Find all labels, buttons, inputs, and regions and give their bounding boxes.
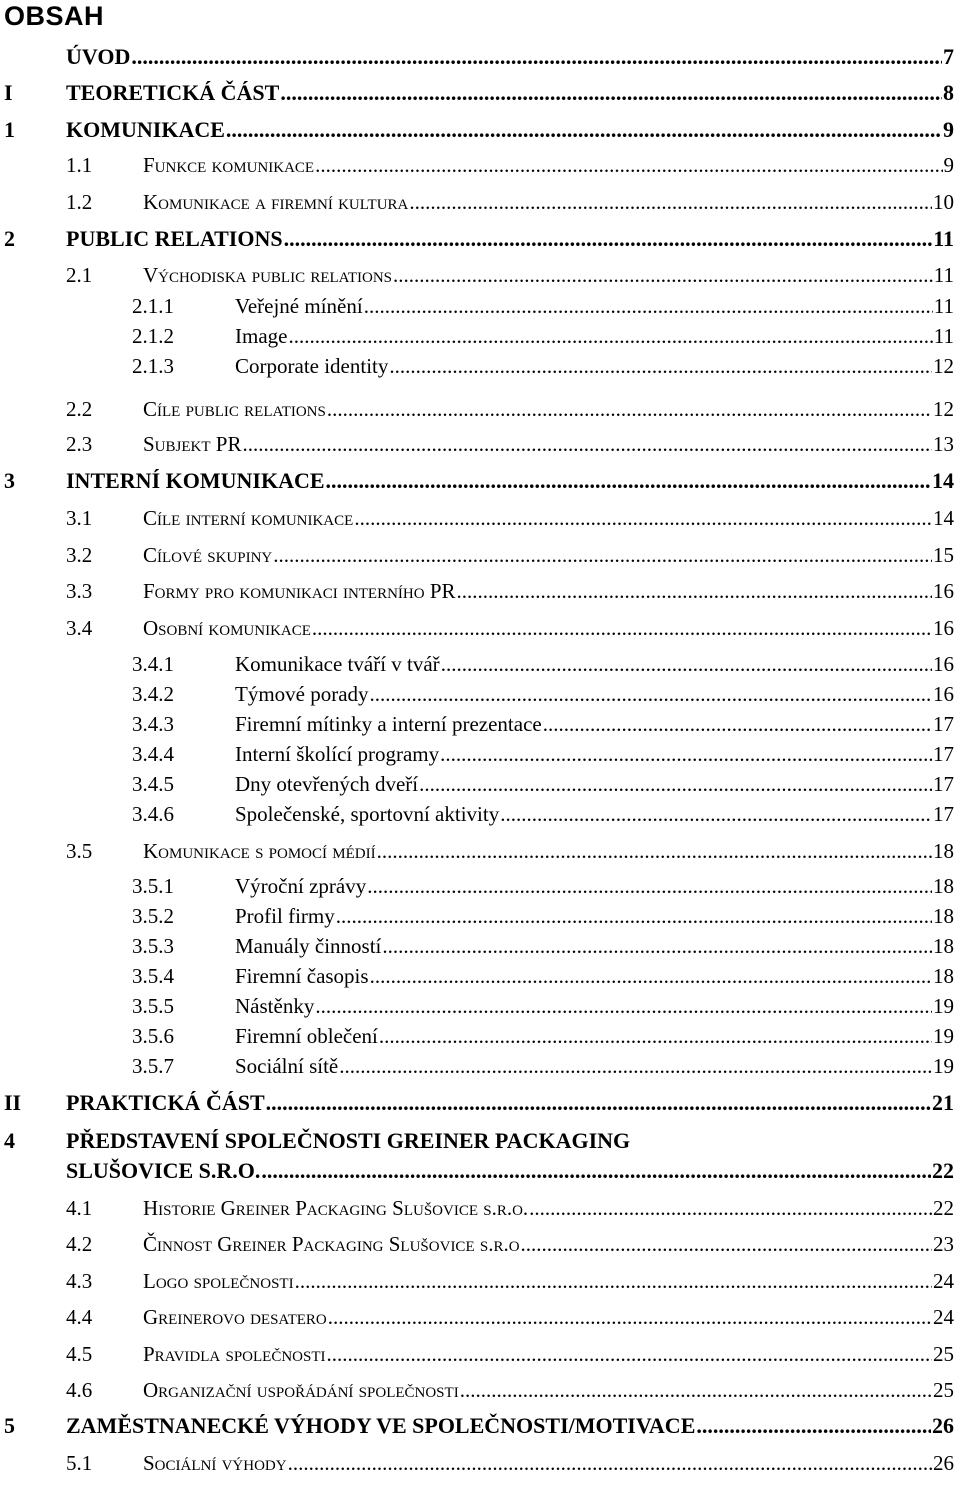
toc-entry-label: Logo společnosti bbox=[143, 1269, 294, 1293]
toc-entry-number: 5 bbox=[4, 1413, 15, 1438]
toc-entry-number: 4 bbox=[4, 1128, 15, 1153]
toc-entry-label: Pravidla společnosti bbox=[143, 1342, 326, 1366]
toc-entry-label: Manuály činností bbox=[235, 934, 382, 958]
dot-leader bbox=[315, 993, 932, 1019]
toc-entry-page: 15 bbox=[933, 543, 954, 567]
toc-entry-page: 18 bbox=[933, 839, 954, 863]
toc-entry-number: 2.3 bbox=[66, 432, 93, 456]
toc-entry[interactable] bbox=[4, 42, 954, 70]
dot-leader bbox=[389, 353, 932, 379]
toc-entry-label: Společenské, sportovní aktivity bbox=[235, 802, 500, 826]
toc-entry-page: 8 bbox=[943, 80, 954, 105]
toc-entry-page: 17 bbox=[933, 712, 954, 736]
dot-leader bbox=[370, 681, 932, 707]
toc-entry-number: 4.4 bbox=[66, 1305, 93, 1329]
dot-leader bbox=[266, 1090, 931, 1116]
toc-entry[interactable] bbox=[66, 1266, 954, 1294]
dot-leader bbox=[382, 933, 932, 959]
toc-entry-number: 4.3 bbox=[66, 1269, 93, 1293]
toc-entry[interactable] bbox=[4, 466, 954, 494]
toc-entry-label: Cíle interní komunikace bbox=[143, 506, 354, 530]
toc-entry[interactable] bbox=[132, 709, 954, 737]
toc-entry[interactable] bbox=[4, 1411, 954, 1439]
dot-leader bbox=[367, 873, 932, 899]
toc-entry-label: Formy pro komunikaci interního PR bbox=[143, 579, 456, 603]
toc-entry-page: 11 bbox=[933, 294, 954, 318]
dot-leader bbox=[379, 1023, 932, 1049]
toc-entry-label: Image bbox=[235, 324, 288, 348]
toc-entry-page: 16 bbox=[933, 652, 954, 676]
toc-entry-page: 26 bbox=[932, 1413, 954, 1438]
toc-entry[interactable] bbox=[132, 1051, 954, 1079]
toc-entry-page: 17 bbox=[933, 772, 954, 796]
toc-entry-label: Činnost Greiner Packaging Slušovice s.r.o bbox=[143, 1232, 520, 1256]
toc-entry-label: Historie Greiner Packaging Slušovice s.r.o. bbox=[143, 1196, 529, 1220]
toc-entry-label: Cíle public relations bbox=[143, 397, 326, 421]
toc-entry-label: Komunikace s pomocí médií bbox=[143, 839, 376, 863]
toc-entry-number: 2.1.3 bbox=[132, 354, 174, 378]
toc-entry-label: Profil firmy bbox=[235, 904, 335, 928]
toc-entry-number: 3.4.5 bbox=[132, 772, 174, 796]
toc-entry-number: 4.5 bbox=[66, 1342, 93, 1366]
toc-entry-label: Dny otevřených dveří bbox=[235, 772, 419, 796]
dot-leader bbox=[377, 838, 932, 864]
toc-entry[interactable] bbox=[66, 836, 954, 864]
toc-entry-label: Firemní mítinky a interní prezentace bbox=[235, 712, 542, 736]
toc-entry-number: 2 bbox=[4, 226, 15, 251]
toc-entry-number: I bbox=[4, 80, 13, 105]
toc-entry[interactable] bbox=[66, 576, 954, 604]
toc-entry-number: 3 bbox=[4, 468, 15, 493]
toc-entry-number: 3.4.2 bbox=[132, 682, 174, 706]
toc-entry-label: Organizační uspořádání společnosti bbox=[143, 1378, 459, 1402]
toc-entry[interactable] bbox=[4, 1088, 954, 1116]
dot-leader bbox=[226, 117, 942, 143]
toc-entry-label: Východiska public relations bbox=[143, 263, 393, 287]
toc-entry-number: 1.2 bbox=[66, 190, 93, 214]
toc-entry-page: 26 bbox=[933, 1451, 954, 1475]
dot-leader bbox=[364, 293, 933, 319]
toc-entry[interactable] bbox=[132, 679, 954, 707]
toc-entry-label: PRAKTICKÁ ČÁST bbox=[66, 1090, 265, 1115]
dot-leader bbox=[273, 542, 932, 568]
toc-entry-number: 3.5.5 bbox=[132, 994, 174, 1018]
toc-entry[interactable] bbox=[66, 1193, 954, 1221]
dot-leader bbox=[312, 615, 932, 641]
toc-entry-label: Firemní oblečení bbox=[235, 1024, 378, 1048]
toc-entry-label: Sociální výhody bbox=[143, 1451, 287, 1475]
dot-leader bbox=[441, 651, 932, 677]
dot-leader bbox=[315, 152, 942, 178]
toc-entry-label: Cílové skupiny bbox=[143, 543, 273, 567]
toc-entry-number: 5.1 bbox=[66, 1451, 93, 1475]
toc-entry-page: 18 bbox=[933, 964, 954, 988]
dot-leader bbox=[339, 1053, 932, 1079]
toc-entry[interactable] bbox=[4, 115, 954, 143]
toc-entry-label: Týmové porady bbox=[235, 682, 369, 706]
toc-entry-page: 19 bbox=[933, 994, 954, 1018]
toc-entry[interactable] bbox=[132, 799, 954, 827]
toc-entry-number: 3.4.1 bbox=[132, 652, 174, 676]
dot-leader bbox=[543, 711, 932, 737]
toc-entry-number: 3.5.3 bbox=[132, 934, 174, 958]
toc-entry[interactable] bbox=[66, 1229, 954, 1257]
toc-entry-number: 3.4.6 bbox=[132, 802, 174, 826]
toc-entry[interactable] bbox=[66, 1448, 954, 1476]
toc-entry-label: INTERNÍ KOMUNIKACE bbox=[66, 468, 325, 493]
toc-entry-number: 2.1.2 bbox=[132, 324, 174, 348]
dot-leader bbox=[529, 1195, 932, 1221]
toc-entry-label: KOMUNIKACE bbox=[66, 117, 225, 142]
toc-entry[interactable] bbox=[66, 187, 954, 215]
toc-entry-number: 3.5.2 bbox=[132, 904, 174, 928]
dot-leader bbox=[295, 1268, 932, 1294]
toc-entry[interactable] bbox=[0, 1126, 954, 1186]
toc-entry-number: 1 bbox=[4, 117, 15, 142]
toc-entry-number: 4.1 bbox=[66, 1196, 93, 1220]
toc-entry[interactable] bbox=[66, 540, 954, 568]
toc-entry-number: 3.5.7 bbox=[132, 1054, 174, 1078]
toc-entry-label-continued: SLUŠOVICE S.R.O. bbox=[66, 1158, 261, 1183]
toc-entry-label: Sociální sítě bbox=[235, 1054, 339, 1078]
toc-entry-page: 16 bbox=[933, 616, 954, 640]
dot-leader bbox=[288, 323, 932, 349]
toc-entry-label: Komunikace tváří v tvář bbox=[235, 652, 440, 676]
toc-entry-number: 2.1 bbox=[66, 263, 93, 287]
dot-leader bbox=[393, 262, 933, 288]
dot-leader bbox=[419, 771, 932, 797]
toc-entry[interactable] bbox=[132, 961, 954, 989]
toc-entry-page: 7 bbox=[943, 44, 954, 69]
toc-entry-page: 17 bbox=[933, 742, 954, 766]
toc-entry[interactable] bbox=[132, 991, 954, 1019]
dot-leader bbox=[328, 1304, 932, 1330]
toc-entry-number: 1.1 bbox=[66, 153, 93, 177]
toc-entry-label: TEORETICKÁ ČÁST bbox=[66, 80, 280, 105]
toc-entry-page: 14 bbox=[933, 506, 954, 530]
toc-entry-page: 19 bbox=[933, 1024, 954, 1048]
toc-entry[interactable] bbox=[66, 429, 954, 457]
toc-entry-number: 3.5.6 bbox=[132, 1024, 174, 1048]
toc-entry-number: 2.1.1 bbox=[132, 294, 174, 318]
toc-entry-label: Interní školící programy bbox=[235, 742, 440, 766]
toc-entry-page: 10 bbox=[933, 190, 954, 214]
toc-entry[interactable] bbox=[132, 351, 954, 379]
toc-entry[interactable] bbox=[132, 649, 954, 677]
toc-entry-number: 3.3 bbox=[66, 579, 93, 603]
toc-entry-page: 16 bbox=[933, 579, 954, 603]
dot-leader bbox=[409, 189, 932, 215]
toc-entry-number: 3.5.1 bbox=[132, 874, 174, 898]
toc-entry-label: PŘEDSTAVENÍ SPOLEČNOSTI GREINER PACKAGING bbox=[66, 1128, 631, 1153]
dot-leader bbox=[242, 431, 932, 457]
toc-entry[interactable] bbox=[132, 931, 954, 959]
toc-entry-label: Osobní komunikace bbox=[143, 616, 311, 640]
toc-entry[interactable] bbox=[132, 739, 954, 767]
dot-leader bbox=[457, 578, 932, 604]
dot-leader bbox=[288, 1450, 932, 1476]
dot-leader bbox=[500, 801, 932, 827]
toc-entry[interactable] bbox=[4, 78, 954, 106]
toc-entry-label: Veřejné mínění bbox=[235, 294, 363, 318]
toc-entry-label: Firemní časopis bbox=[235, 964, 369, 988]
toc-entry-page: 11 bbox=[933, 263, 954, 287]
toc-entry-page: 12 bbox=[933, 397, 954, 421]
toc-entry-page: 11 bbox=[933, 226, 954, 251]
toc-entry[interactable] bbox=[66, 1339, 954, 1367]
dot-leader bbox=[261, 1156, 931, 1186]
toc-entry-page: 18 bbox=[933, 904, 954, 928]
dot-leader bbox=[327, 1341, 932, 1367]
toc-entry[interactable] bbox=[66, 1302, 954, 1330]
toc-entry-page: 25 bbox=[933, 1378, 954, 1402]
dot-leader bbox=[696, 1413, 931, 1439]
toc-entry-label: Subjekt PR bbox=[143, 432, 242, 456]
toc-entry-number: 3.1 bbox=[66, 506, 93, 530]
toc-entry[interactable] bbox=[66, 613, 954, 641]
toc-entry-page: 9 bbox=[943, 153, 954, 177]
toc-entry-page: 24 bbox=[933, 1305, 954, 1329]
toc-title: OBSAH bbox=[4, 1, 105, 31]
toc-entry-page: 13 bbox=[933, 432, 954, 456]
toc-entry-label: Komunikace a firemní kultura bbox=[143, 190, 409, 214]
toc-entry-label: Corporate identity bbox=[235, 354, 389, 378]
toc-entry-page: 12 bbox=[933, 354, 954, 378]
toc-entry[interactable] bbox=[132, 321, 954, 349]
toc-entry-number: II bbox=[4, 1090, 22, 1115]
toc-entry-number: 3.4.4 bbox=[132, 742, 174, 766]
toc-entry-page: 22 bbox=[933, 1196, 954, 1220]
dot-leader bbox=[326, 468, 931, 494]
toc-entry[interactable] bbox=[66, 503, 954, 531]
toc-entry[interactable] bbox=[132, 1021, 954, 1049]
toc-entry-number: 2.2 bbox=[66, 397, 93, 421]
toc-entry-page: 11 bbox=[933, 324, 954, 348]
dot-leader bbox=[440, 741, 932, 767]
toc-entry-number: 3.4.3 bbox=[132, 712, 174, 736]
toc-entry[interactable] bbox=[66, 1375, 954, 1403]
toc-entry-page: 22 bbox=[932, 1158, 954, 1183]
toc-entry-label: Nástěnky bbox=[235, 994, 315, 1018]
dot-leader bbox=[370, 963, 932, 989]
toc-entry[interactable] bbox=[66, 260, 954, 288]
toc-entry-page: 16 bbox=[933, 682, 954, 706]
toc-entry[interactable] bbox=[66, 394, 954, 422]
toc-entry-page: 18 bbox=[933, 874, 954, 898]
dot-leader bbox=[460, 1377, 932, 1403]
toc-entry-label: PUBLIC RELATIONS bbox=[66, 226, 283, 251]
toc-entry-number: 3.5.4 bbox=[132, 964, 174, 988]
toc-entry[interactable] bbox=[132, 291, 954, 319]
toc-entry[interactable] bbox=[66, 150, 954, 178]
dot-leader bbox=[354, 505, 932, 531]
dot-leader bbox=[280, 80, 942, 106]
toc-entry-number: 4.6 bbox=[66, 1378, 93, 1402]
toc-entry-label: ZAMĚSTNANECKÉ VÝHODY VE SPOLEČNOSTI/MOTIVACE bbox=[66, 1413, 696, 1438]
toc-entry-page: 21 bbox=[932, 1090, 954, 1115]
toc-entry[interactable] bbox=[4, 224, 954, 252]
toc-entry-number: 3.2 bbox=[66, 543, 93, 567]
toc-entry[interactable] bbox=[132, 769, 954, 797]
dot-leader bbox=[284, 226, 933, 252]
toc-entry-page: 19 bbox=[933, 1054, 954, 1078]
toc-entry-label: ÚVOD bbox=[66, 44, 131, 69]
toc-entry-number: 4.2 bbox=[66, 1232, 93, 1256]
toc-entry-page: 17 bbox=[933, 802, 954, 826]
dot-leader bbox=[521, 1231, 932, 1257]
toc-entry-page: 14 bbox=[932, 468, 954, 493]
dot-leader bbox=[336, 903, 932, 929]
toc-entry-label: Greinerovo desatero bbox=[143, 1305, 327, 1329]
toc-entry[interactable] bbox=[132, 901, 954, 929]
toc-entry-label: Funkce komunikace bbox=[143, 153, 315, 177]
toc-entry-label: Výroční zprávy bbox=[235, 874, 367, 898]
toc-entry-number: 3.5 bbox=[66, 839, 93, 863]
toc-entry-page: 23 bbox=[933, 1232, 954, 1256]
dot-leader bbox=[131, 44, 942, 70]
toc-entry-page: 18 bbox=[933, 934, 954, 958]
toc-entry-page: 25 bbox=[933, 1342, 954, 1366]
toc-entry-number: 3.4 bbox=[66, 616, 93, 640]
toc-entry-page: 24 bbox=[933, 1269, 954, 1293]
toc-entry[interactable] bbox=[132, 871, 954, 899]
toc-entry-page: 9 bbox=[943, 117, 954, 142]
dot-leader bbox=[327, 396, 932, 422]
